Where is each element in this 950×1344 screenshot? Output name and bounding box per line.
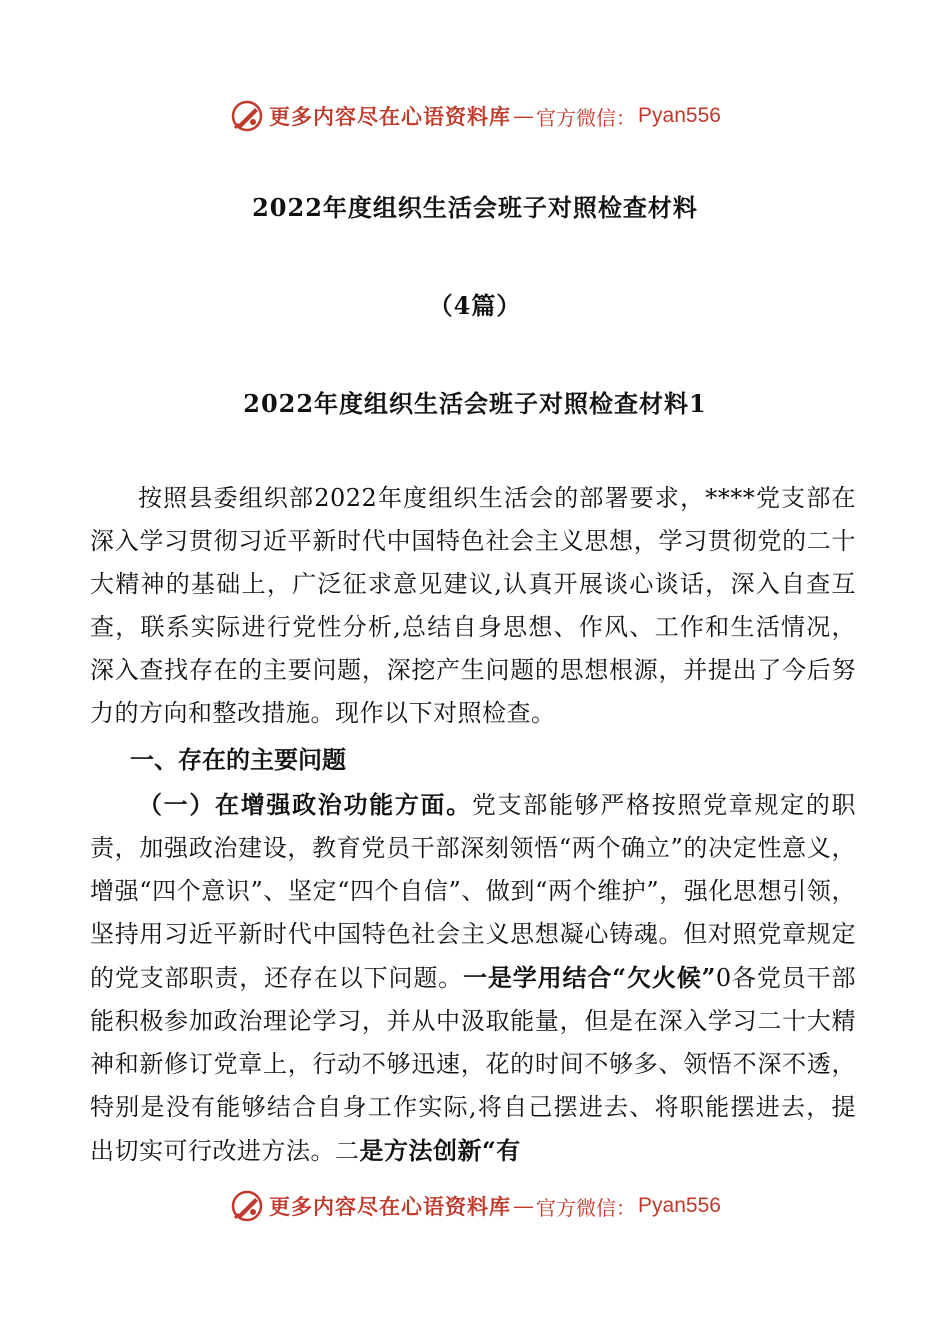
- point-two-heading: 是方法创新“有: [359, 1136, 521, 1165]
- document-subtitle: 2022年度组织生活会班子对照检查材料1: [243, 389, 707, 418]
- banner-dash: —: [513, 1194, 535, 1218]
- document-title: 2022年度组织生活会班子对照检查材料: [252, 193, 698, 222]
- banner-wechat-id: Pyan556: [638, 1194, 721, 1217]
- body-paragraph: [90, 783, 856, 1173]
- paragraph-text: 党支部能够严格按照党章规定的职责，加强政治建设，教育党员干部深刻领悟“两个确立”的决定性意义，增强“四个意识”、坚定“四个自信”、做到“两个维护”，强化思想引领，坚持用习近平新时代中国特色社会主义思想凝心铸魂。但对照党章规定的党支部职责，还存在以下问题。: [90, 791, 857, 992]
- paragraph-lead: （一）在增强政治功能方面。: [138, 790, 472, 819]
- intro-paragraph: 按照县委组织部2022年度组织生活会的部署要求，****党支部在深入学习贯彻习近平新时代中国特色社会主义思想，学习贯彻党的二十大精神的基础上，广泛征求意见建议,认真开展谈心谈话，深入自查互查，联系实际进行党性分析,总结自身思想、作风、工作和生活情况，深入查找存在的主要问题，深挖产生问题的思想根源，并提出了今后努力的方向和整改措施。现作以下对照检查。: [90, 484, 856, 727]
- banner-text: 更多内容尽在心语资料库: [269, 104, 512, 129]
- watermark-banner-top: [0, 96, 950, 136]
- banner-text: 更多内容尽在心语资料库: [269, 1194, 512, 1219]
- watermark-banner-bottom: [0, 1186, 950, 1226]
- banner-dash: —: [513, 104, 535, 128]
- section-heading: 一、存在的主要问题: [130, 745, 346, 774]
- point-one-heading: 一是学用结合“欠火候”: [463, 963, 716, 992]
- banner-wechat-label: 官方微信：: [536, 105, 637, 130]
- ink-pen-logo-icon: [229, 98, 265, 134]
- document-count: （4篇）: [428, 291, 522, 320]
- banner-wechat-label: 官方微信：: [536, 1195, 637, 1220]
- banner-wechat-id: Pyan556: [638, 104, 721, 127]
- point-one-text: 0各党员干部能积极参加政治理论学习，并从中汲取能量，但是在深入学习二十大精神和新修订党章上，行动不够迅速，花的时间不够多、领悟不深不透，特别是没有能够结合自身工作实际,将自己摆进去、将职能摆进去，提出切实可行改进方法。二: [90, 964, 856, 1165]
- ink-pen-logo-icon: [229, 1188, 265, 1224]
